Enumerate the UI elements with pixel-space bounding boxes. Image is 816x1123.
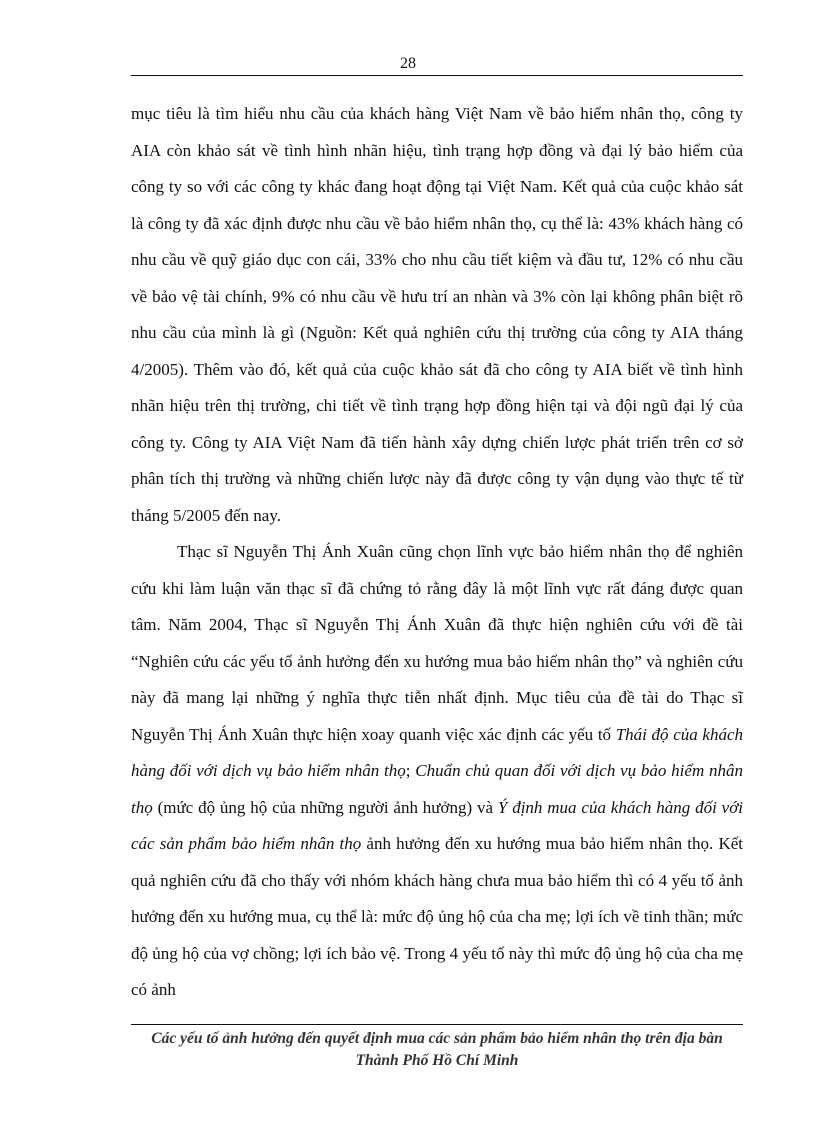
paragraph-2-text-3: ảnh hưởng đến xu hướng mua bảo hiểm nhân thọ. Kết quả nghiên cứu đã cho thấy với nhóm khách hàng chưa mua bảo hiểm thì có 4 yếu tố ảnh hưởng đến xu hướng mua, cụ thể là: mức độ ủng hộ của cha mẹ; lợi ích về tinh thần; mức độ ủng hộ của vợ chồng; lợi ích bảo vệ. Trong 4 yếu tố này thì mức độ ủng hộ của cha mẹ có ảnh [131,834,743,999]
page-number: 28 [400,55,416,72]
paragraph-1: mục tiêu là tìm hiểu nhu cầu của khách hàng Việt Nam về bảo hiểm nhân thọ, công ty AIA còn khảo sát về tình hình nhãn hiệu, tình trạng hợp đồng và đại lý bảo hiểm của công ty so với các công ty khác đang hoạt động tại Việt Nam. Kết quả của cuộc khảo sát là công ty đã xác định được nhu cầu về bảo hiểm nhân thọ, cụ thể là: 43% khách hàng có nhu cầu về quỹ giáo dục con cái, 33% cho nhu cầu tiết kiệm và đầu tư, 12% có nhu cầu về bảo vệ tài chính, 9% có nhu cầu về hưu trí an nhàn và 3% còn lại không phân biệt rõ nhu cầu của mình là gì (Nguồn: Kết quả nghiên cứu thị trường của công ty AIA tháng 4/2005). Thêm vào đó, kết quả của cuộc khảo sát đã cho công ty AIA biết về tình hình nhãn hiệu trên thị trường, chi tiết về tình trạng hợp đồng hiện tại và đội ngũ đại lý của công ty. Công ty AIA Việt Nam đã tiến hành xây dựng chiến lược phát triển trên cơ sở phân tích thị trường và những chiến lược này đã được công ty vận dụng vào thực tế từ tháng 5/2005 đến nay. [131,104,743,525]
footer [131,1028,743,1072]
footer-rule [131,1024,743,1025]
footer-line-1: Các yếu tố ảnh hưởng đến quyết định mua các sản phẩm bảo hiểm nhân thọ trên địa bàn [151,1030,723,1047]
paragraph-2-italic-1: Thái độ của khách hàng đối với dịch vụ bảo hiểm nhân thọ [131,724,743,780]
paragraph-2-text-1: Thạc sĩ Nguyễn Thị Ánh Xuân cũng chọn lĩnh vực bảo hiểm nhân thọ để nghiên cứu khi làm luận văn thạc sĩ đã chứng tỏ rằng đây là một lĩnh vực rất đáng được quan tâm. Năm 2004, Thạc sĩ Nguyễn Thị Ánh Xuân đã thực hiện nghiên cứu với đề tài “Nghiên cứu các yếu tố ảnh hưởng đến xu hướng mua bảo hiểm nhân thọ” và nghiên cứu này đã mang lại những ý nghĩa thực tiễn nhất định. Mục tiêu của đề tài do Thạc sĩ Nguyễn Thị Ánh Xuân thực hiện xoay quanh việc xác định các yếu tố [131,542,743,744]
paragraph-2-text-2: (mức độ ủng hộ của những người ảnh hưởng) và [152,797,498,817]
body-text [131,96,743,1009]
paragraph-2-italic-3: Ý định mua của khách hàng đối với các sản phẩm bảo hiểm nhân thọ [131,797,743,853]
paragraph-2 [131,534,743,1009]
footer-line-2: Thành Phố Hồ Chí Minh [355,1052,519,1069]
paragraph-2-separator: ; [405,761,416,780]
paragraph-2-italic-2: Chuẩn chủ quan đối với dịch vụ bảo hiểm nhân thọ [131,761,743,817]
header-rule [131,75,743,76]
